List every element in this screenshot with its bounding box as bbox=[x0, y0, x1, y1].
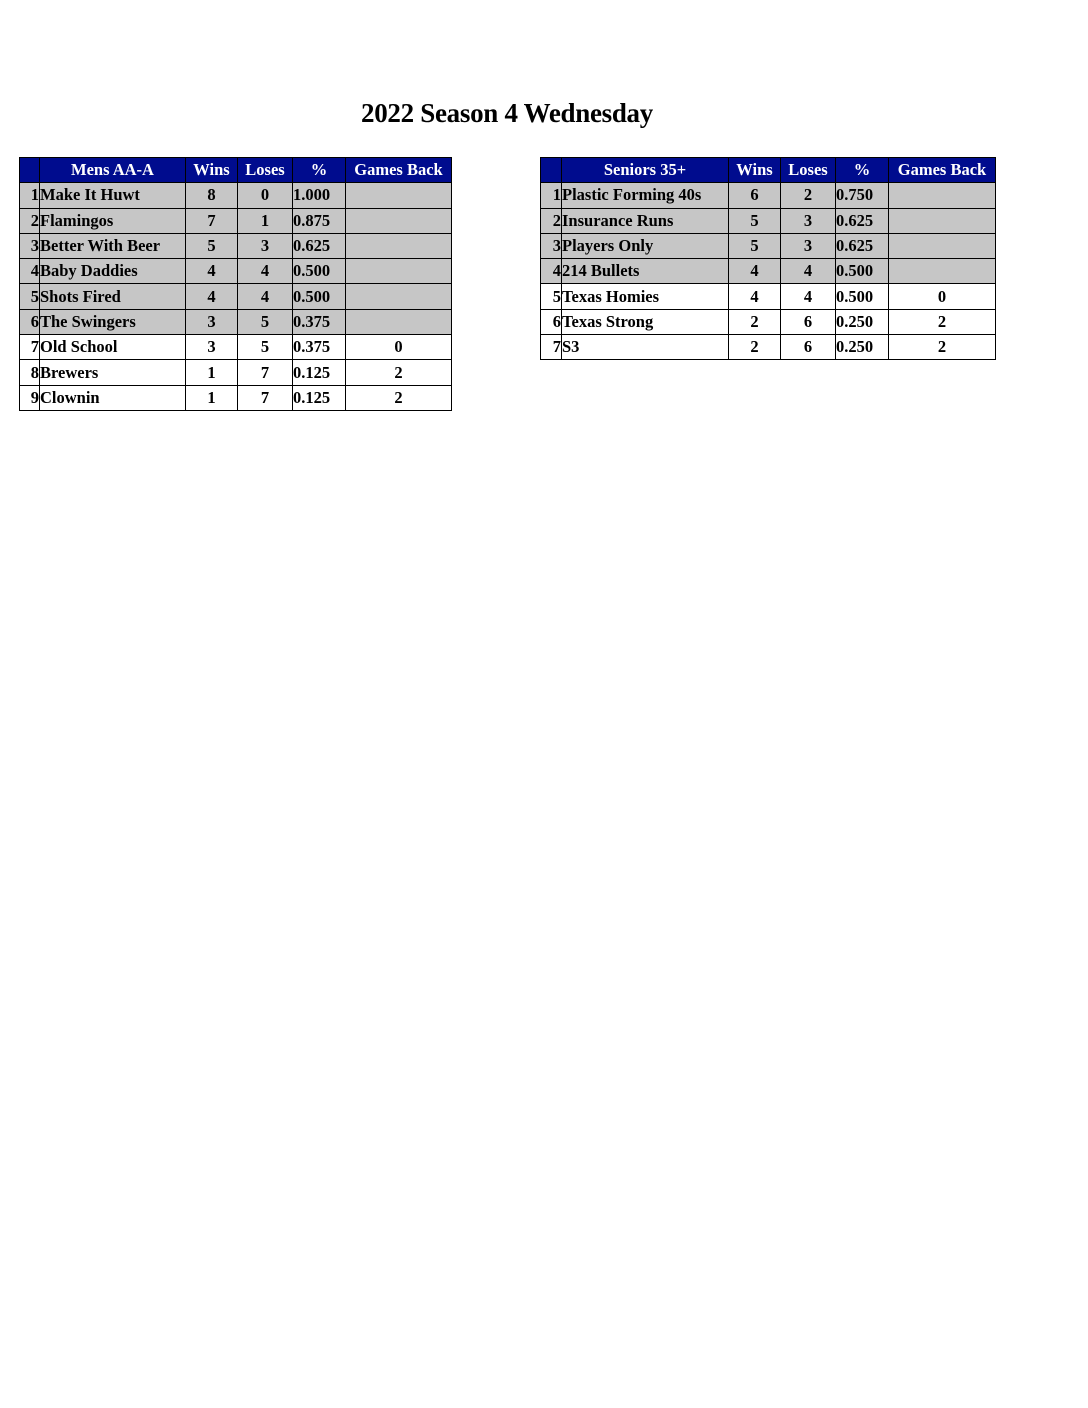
games-back-cell bbox=[889, 208, 996, 233]
loses-cell: 0 bbox=[238, 183, 293, 208]
table-row bbox=[20, 309, 452, 334]
team-name-cell: Insurance Runs bbox=[562, 208, 729, 233]
wins-cell: 4 bbox=[186, 284, 238, 309]
games-back-cell bbox=[346, 233, 452, 258]
games-back-cell: 2 bbox=[889, 309, 996, 334]
games-back-cell bbox=[889, 183, 996, 208]
loses-cell: 1 bbox=[238, 208, 293, 233]
wins-cell: 2 bbox=[729, 335, 781, 360]
rank-cell: 7 bbox=[541, 335, 562, 360]
table-row bbox=[20, 208, 452, 233]
loses-cell: 5 bbox=[238, 309, 293, 334]
rank-cell: 3 bbox=[541, 233, 562, 258]
rank-cell: 1 bbox=[541, 183, 562, 208]
table-row bbox=[541, 335, 996, 360]
pct-cell: 0.125 bbox=[293, 385, 346, 410]
games-back-header: Games Back bbox=[889, 158, 996, 183]
games-back-cell: 2 bbox=[346, 385, 452, 410]
rank-cell: 4 bbox=[541, 259, 562, 284]
games-back-cell bbox=[346, 259, 452, 284]
team-name-cell: Old School bbox=[40, 335, 186, 360]
games-back-cell bbox=[889, 259, 996, 284]
table-row bbox=[20, 183, 452, 208]
loses-cell: 5 bbox=[238, 335, 293, 360]
pct-cell: 0.875 bbox=[293, 208, 346, 233]
seniors-35-standings-table bbox=[540, 157, 996, 360]
team-name-cell: Make It Huwt bbox=[40, 183, 186, 208]
team-name-cell: Texas Homies bbox=[562, 284, 729, 309]
loses-cell: 3 bbox=[781, 233, 836, 258]
rank-cell: 1 bbox=[20, 183, 40, 208]
loses-cell: 4 bbox=[238, 259, 293, 284]
table-row bbox=[541, 233, 996, 258]
games-back-cell: 2 bbox=[346, 360, 452, 385]
wins-cell: 2 bbox=[729, 309, 781, 334]
rank-cell: 6 bbox=[20, 309, 40, 334]
wins-cell: 4 bbox=[729, 284, 781, 309]
rank-cell: 7 bbox=[20, 335, 40, 360]
team-name-cell: Better With Beer bbox=[40, 233, 186, 258]
page-title: 2022 Season 4 Wednesday bbox=[361, 98, 653, 128]
table-row bbox=[20, 284, 452, 309]
pct-cell: 0.500 bbox=[836, 284, 889, 309]
table-row bbox=[541, 309, 996, 334]
games-back-cell: 0 bbox=[346, 335, 452, 360]
table-row bbox=[20, 360, 452, 385]
pct-cell: 0.625 bbox=[293, 233, 346, 258]
team-name-cell: Players Only bbox=[562, 233, 729, 258]
loses-cell: 6 bbox=[781, 335, 836, 360]
wins-cell: 6 bbox=[729, 183, 781, 208]
rank-cell: 3 bbox=[20, 233, 40, 258]
wins-cell: 5 bbox=[729, 208, 781, 233]
loses-header: Loses bbox=[781, 158, 836, 183]
pct-cell: 0.375 bbox=[293, 309, 346, 334]
wins-cell: 4 bbox=[186, 259, 238, 284]
rank-cell: 2 bbox=[541, 208, 562, 233]
pct-cell: 0.375 bbox=[293, 335, 346, 360]
rank-cell: 6 bbox=[541, 309, 562, 334]
wins-cell: 1 bbox=[186, 385, 238, 410]
games-back-cell bbox=[889, 233, 996, 258]
pct-cell: 1.000 bbox=[293, 183, 346, 208]
table-row bbox=[20, 335, 452, 360]
rank-header bbox=[20, 158, 40, 183]
loses-cell: 4 bbox=[781, 259, 836, 284]
games-back-cell bbox=[346, 183, 452, 208]
wins-cell: 8 bbox=[186, 183, 238, 208]
pct-cell: 0.750 bbox=[836, 183, 889, 208]
pct-header: % bbox=[836, 158, 889, 183]
loses-cell: 2 bbox=[781, 183, 836, 208]
pct-cell: 0.625 bbox=[836, 233, 889, 258]
games-back-cell bbox=[346, 284, 452, 309]
table-row bbox=[20, 233, 452, 258]
wins-cell: 7 bbox=[186, 208, 238, 233]
table-header-row bbox=[20, 158, 452, 183]
wins-cell: 3 bbox=[186, 309, 238, 334]
loses-cell: 6 bbox=[781, 309, 836, 334]
games-back-cell bbox=[346, 309, 452, 334]
team-name-cell: 214 Bullets bbox=[562, 259, 729, 284]
division-name-header: Seniors 35+ bbox=[562, 158, 729, 183]
team-name-cell: S3 bbox=[562, 335, 729, 360]
table-row bbox=[541, 208, 996, 233]
rank-cell: 2 bbox=[20, 208, 40, 233]
pct-cell: 0.625 bbox=[836, 208, 889, 233]
team-name-cell: Flamingos bbox=[40, 208, 186, 233]
rank-cell: 9 bbox=[20, 385, 40, 410]
team-name-cell: Plastic Forming 40s bbox=[562, 183, 729, 208]
games-back-header: Games Back bbox=[346, 158, 452, 183]
loses-cell: 3 bbox=[238, 233, 293, 258]
table-row bbox=[20, 385, 452, 410]
table-row bbox=[541, 284, 996, 309]
rank-cell: 8 bbox=[20, 360, 40, 385]
wins-cell: 1 bbox=[186, 360, 238, 385]
pct-cell: 0.250 bbox=[836, 335, 889, 360]
team-name-cell: Clownin bbox=[40, 385, 186, 410]
team-name-cell: Shots Fired bbox=[40, 284, 186, 309]
wins-header: Wins bbox=[186, 158, 238, 183]
pct-cell: 0.500 bbox=[293, 284, 346, 309]
mens-aa-a-standings-table bbox=[19, 157, 452, 411]
loses-cell: 3 bbox=[781, 208, 836, 233]
wins-cell: 5 bbox=[186, 233, 238, 258]
games-back-cell: 0 bbox=[889, 284, 996, 309]
loses-header: Loses bbox=[238, 158, 293, 183]
rank-cell: 5 bbox=[541, 284, 562, 309]
table-header-row bbox=[541, 158, 996, 183]
games-back-cell bbox=[346, 208, 452, 233]
wins-cell: 3 bbox=[186, 335, 238, 360]
table-row bbox=[20, 259, 452, 284]
pct-header: % bbox=[293, 158, 346, 183]
team-name-cell: Texas Strong bbox=[562, 309, 729, 334]
wins-header: Wins bbox=[729, 158, 781, 183]
wins-cell: 4 bbox=[729, 259, 781, 284]
team-name-cell: Baby Daddies bbox=[40, 259, 186, 284]
table-row bbox=[541, 259, 996, 284]
rank-cell: 4 bbox=[20, 259, 40, 284]
games-back-cell: 2 bbox=[889, 335, 996, 360]
rank-header bbox=[541, 158, 562, 183]
team-name-cell: The Swingers bbox=[40, 309, 186, 334]
pct-cell: 0.500 bbox=[293, 259, 346, 284]
pct-cell: 0.500 bbox=[836, 259, 889, 284]
loses-cell: 7 bbox=[238, 360, 293, 385]
rank-cell: 5 bbox=[20, 284, 40, 309]
division-name-header: Mens AA-A bbox=[40, 158, 186, 183]
wins-cell: 5 bbox=[729, 233, 781, 258]
loses-cell: 7 bbox=[238, 385, 293, 410]
table-row bbox=[541, 183, 996, 208]
team-name-cell: Brewers bbox=[40, 360, 186, 385]
pct-cell: 0.125 bbox=[293, 360, 346, 385]
loses-cell: 4 bbox=[238, 284, 293, 309]
pct-cell: 0.250 bbox=[836, 309, 889, 334]
loses-cell: 4 bbox=[781, 284, 836, 309]
